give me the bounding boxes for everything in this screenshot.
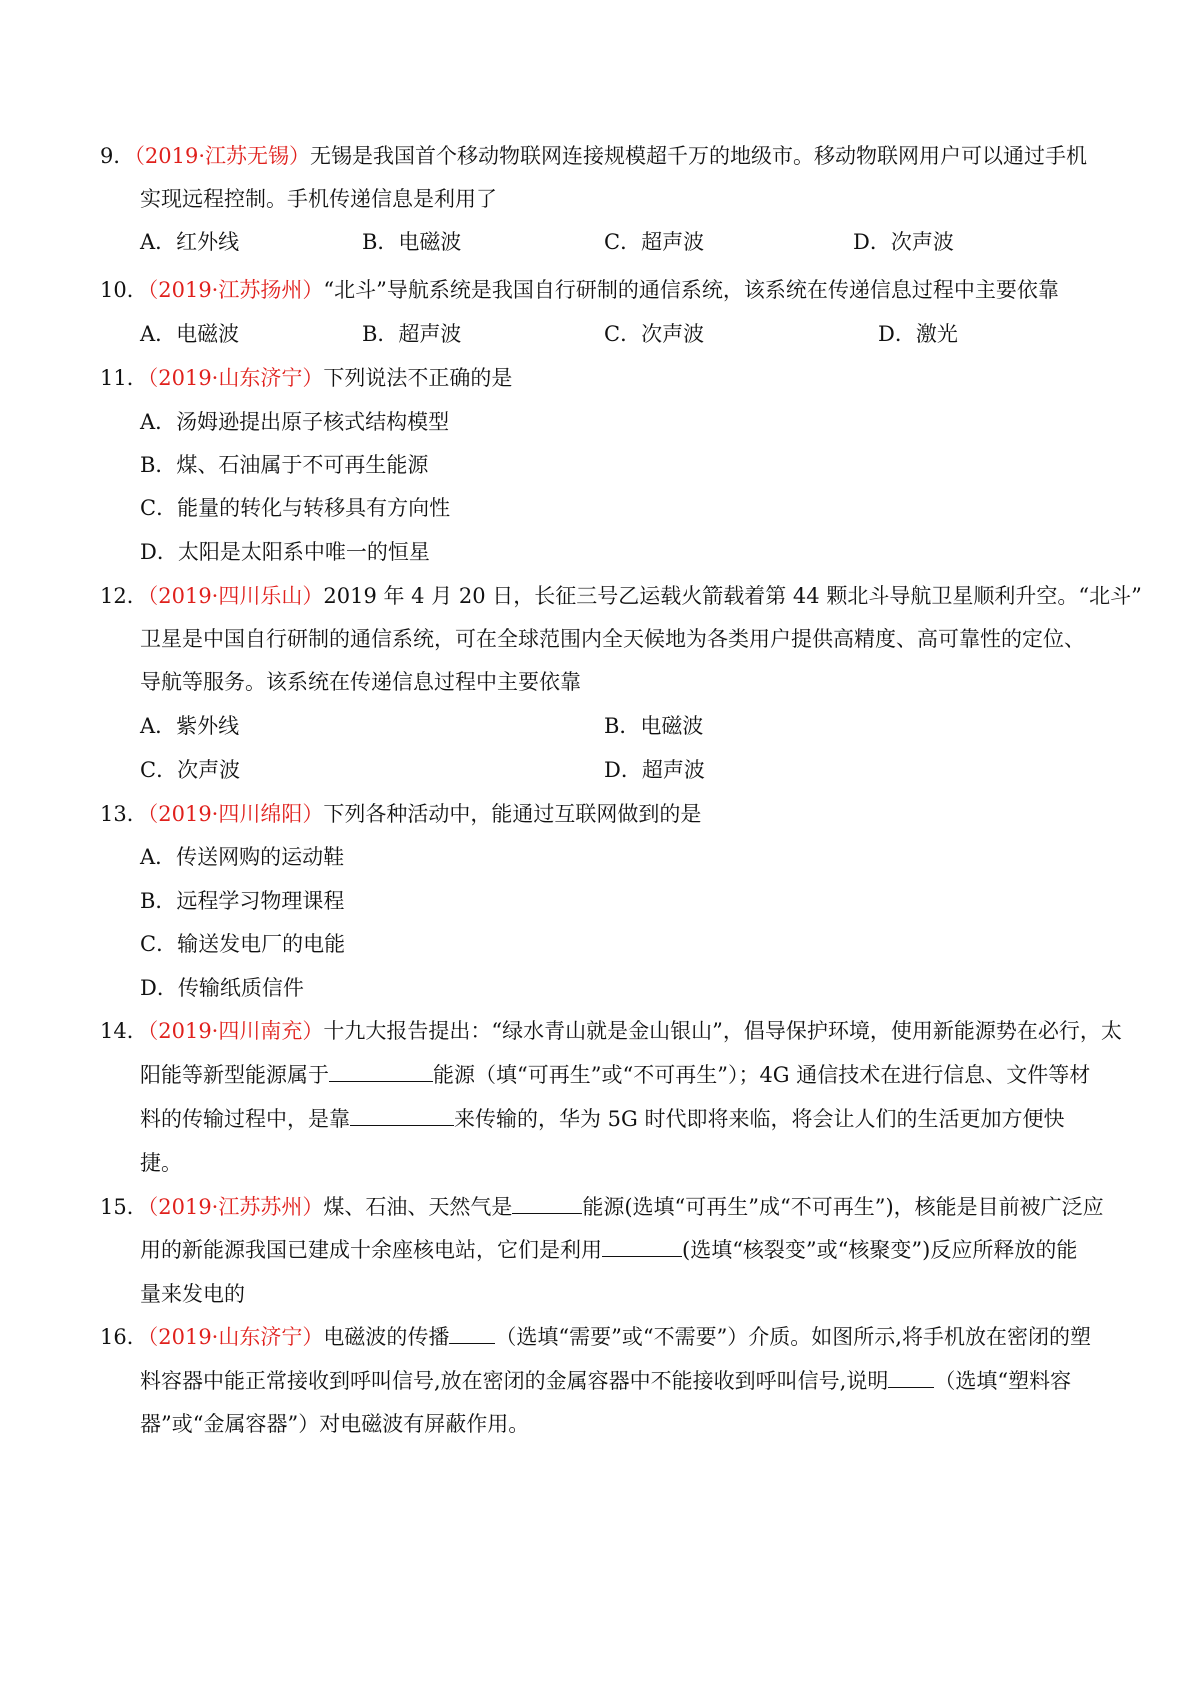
question-text: （选填“塑料容 bbox=[934, 1369, 1072, 1393]
option-c: C．输送发电厂的电能 bbox=[140, 932, 346, 956]
option-c: C．次声波 bbox=[140, 758, 241, 782]
question-text: 量来发电的 bbox=[140, 1282, 245, 1306]
option-c: C．能量的转化与转移具有方向性 bbox=[140, 496, 451, 520]
question-number: 9． bbox=[100, 144, 135, 168]
question-line bbox=[100, 1193, 1104, 1221]
question-line bbox=[100, 800, 701, 828]
question-text: 料容器中能正常接收到呼叫信号,放在密闭的金属容器中不能接收到呼叫信号,说明 bbox=[140, 1369, 889, 1393]
question-source: （2019·江苏苏州） bbox=[147, 1195, 324, 1219]
answer-blank[interactable] bbox=[449, 1323, 495, 1344]
option-d: D．超声波 bbox=[604, 758, 705, 782]
question-text: （选填“需要”或“不需要”）介质。如图所示,将手机放在密闭的塑 bbox=[495, 1325, 1091, 1349]
question-text: 导航等服务。该系统在传递信息过程中主要依靠 bbox=[140, 670, 581, 694]
answer-blank[interactable] bbox=[512, 1193, 582, 1214]
question-text: 2019 年 4 月 20 日，长征三号乙运载火箭载着第 44 颗北斗导航卫星顺利升空。“北斗” bbox=[323, 584, 1142, 608]
answer-blank[interactable] bbox=[350, 1105, 454, 1126]
question-number: 16． bbox=[100, 1325, 148, 1349]
question-line bbox=[100, 1017, 1122, 1045]
question-text: 煤、石油、天然气是 bbox=[323, 1195, 513, 1219]
question-text: 料的传输过程中，是靠 bbox=[140, 1107, 350, 1131]
question-text: 阳能等新型能源属于 bbox=[140, 1063, 329, 1087]
question-line bbox=[140, 668, 581, 696]
question-line bbox=[100, 142, 1087, 170]
question-line bbox=[100, 276, 1059, 304]
option-b: B．煤、石油属于不可再生能源 bbox=[140, 453, 429, 477]
question-line bbox=[140, 185, 497, 213]
question-text: 下列各种活动中，能通过互联网做到的是 bbox=[323, 802, 702, 826]
question-line bbox=[140, 1280, 245, 1308]
question-text: (选填“核裂变”或“核聚变”)反应所释放的能 bbox=[682, 1238, 1078, 1262]
question-source: （2019·山东济宁） bbox=[147, 366, 324, 390]
question-line bbox=[140, 1410, 529, 1438]
question-text: 下列说法不正确的是 bbox=[323, 366, 513, 390]
option-d: D．太阳是太阳系中唯一的恒星 bbox=[140, 540, 430, 564]
question-text: 来传输的，华为 5G 时代即将来临，将会让人们的生活更加方便快 bbox=[454, 1107, 1065, 1131]
option-a: A．电磁波 bbox=[140, 322, 240, 346]
option-a: A．传送网购的运动鞋 bbox=[140, 845, 345, 869]
question-line bbox=[100, 582, 1142, 610]
question-line bbox=[140, 1105, 1064, 1133]
question-line bbox=[140, 625, 1085, 653]
answer-blank[interactable] bbox=[602, 1236, 682, 1257]
option-c: C．次声波 bbox=[604, 322, 705, 346]
question-source: （2019·江苏无锡） bbox=[134, 144, 310, 168]
question-source: （2019·四川绵阳） bbox=[147, 802, 324, 826]
question-text: 卫星是中国自行研制的通信系统，可在全球范围内全天候地为各类用户提供高精度、高可靠性的定位、 bbox=[140, 627, 1085, 651]
option-d: D．传输纸质信件 bbox=[140, 976, 304, 1000]
question-number: 10． bbox=[100, 278, 148, 302]
question-text: 能源(选填“可再生”成“不可再生”)，核能是目前被广泛应 bbox=[582, 1195, 1104, 1219]
option-d: D．次声波 bbox=[853, 230, 954, 254]
question-line bbox=[140, 1367, 1071, 1395]
question-line bbox=[100, 1323, 1091, 1351]
question-text: 实现远程控制。手机传递信息是利用了 bbox=[140, 187, 497, 211]
question-text: “北斗”导航系统是我国自行研制的通信系统，该系统在传递信息过程中主要依靠 bbox=[323, 278, 1059, 302]
question-text: 器”或“金属容器”）对电磁波有屏蔽作用。 bbox=[140, 1412, 530, 1436]
option-b: B．电磁波 bbox=[604, 714, 704, 738]
option-c: C．超声波 bbox=[604, 230, 705, 254]
question-text: 十九大报告提出：“绿水青山就是金山银山”，倡导保护环境，使用新能源势在必行，太 bbox=[323, 1019, 1122, 1043]
question-text: 电磁波的传播 bbox=[323, 1325, 450, 1349]
option-a: A．紫外线 bbox=[140, 714, 240, 738]
question-line bbox=[140, 1149, 182, 1177]
question-text: 用的新能源我国已建成十余座核电站，它们是利用 bbox=[140, 1238, 602, 1262]
question-number: 12． bbox=[100, 584, 148, 608]
option-b: B．远程学习物理课程 bbox=[140, 889, 345, 913]
question-source: （2019·江苏扬州） bbox=[147, 278, 324, 302]
question-text: 能源（填“可再生”或“不可再生”）；4G 通信技术在进行信息、文件等材 bbox=[433, 1063, 1091, 1087]
option-a: A．汤姆逊提出原子核式结构模型 bbox=[140, 410, 450, 434]
question-source: （2019·四川南充） bbox=[147, 1019, 324, 1043]
question-number: 13． bbox=[100, 802, 148, 826]
question-line bbox=[140, 1236, 1077, 1264]
question-text: 捷。 bbox=[140, 1151, 182, 1175]
answer-blank[interactable] bbox=[888, 1367, 934, 1388]
question-number: 15． bbox=[100, 1195, 148, 1219]
option-b: B．电磁波 bbox=[362, 230, 462, 254]
question-source: （2019·山东济宁） bbox=[147, 1325, 324, 1349]
question-number: 11． bbox=[100, 366, 148, 390]
question-source: （2019·四川乐山） bbox=[147, 584, 324, 608]
question-number: 14． bbox=[100, 1019, 148, 1043]
option-a: A．红外线 bbox=[140, 230, 240, 254]
answer-blank[interactable] bbox=[329, 1061, 433, 1082]
option-d: D．激光 bbox=[878, 322, 958, 346]
question-text: 无锡是我国首个移动物联网连接规模超千万的地级市。移动物联网用户可以通过手机 bbox=[310, 144, 1087, 168]
option-b: B．超声波 bbox=[362, 322, 462, 346]
question-line bbox=[140, 1061, 1090, 1089]
question-line bbox=[100, 364, 512, 392]
